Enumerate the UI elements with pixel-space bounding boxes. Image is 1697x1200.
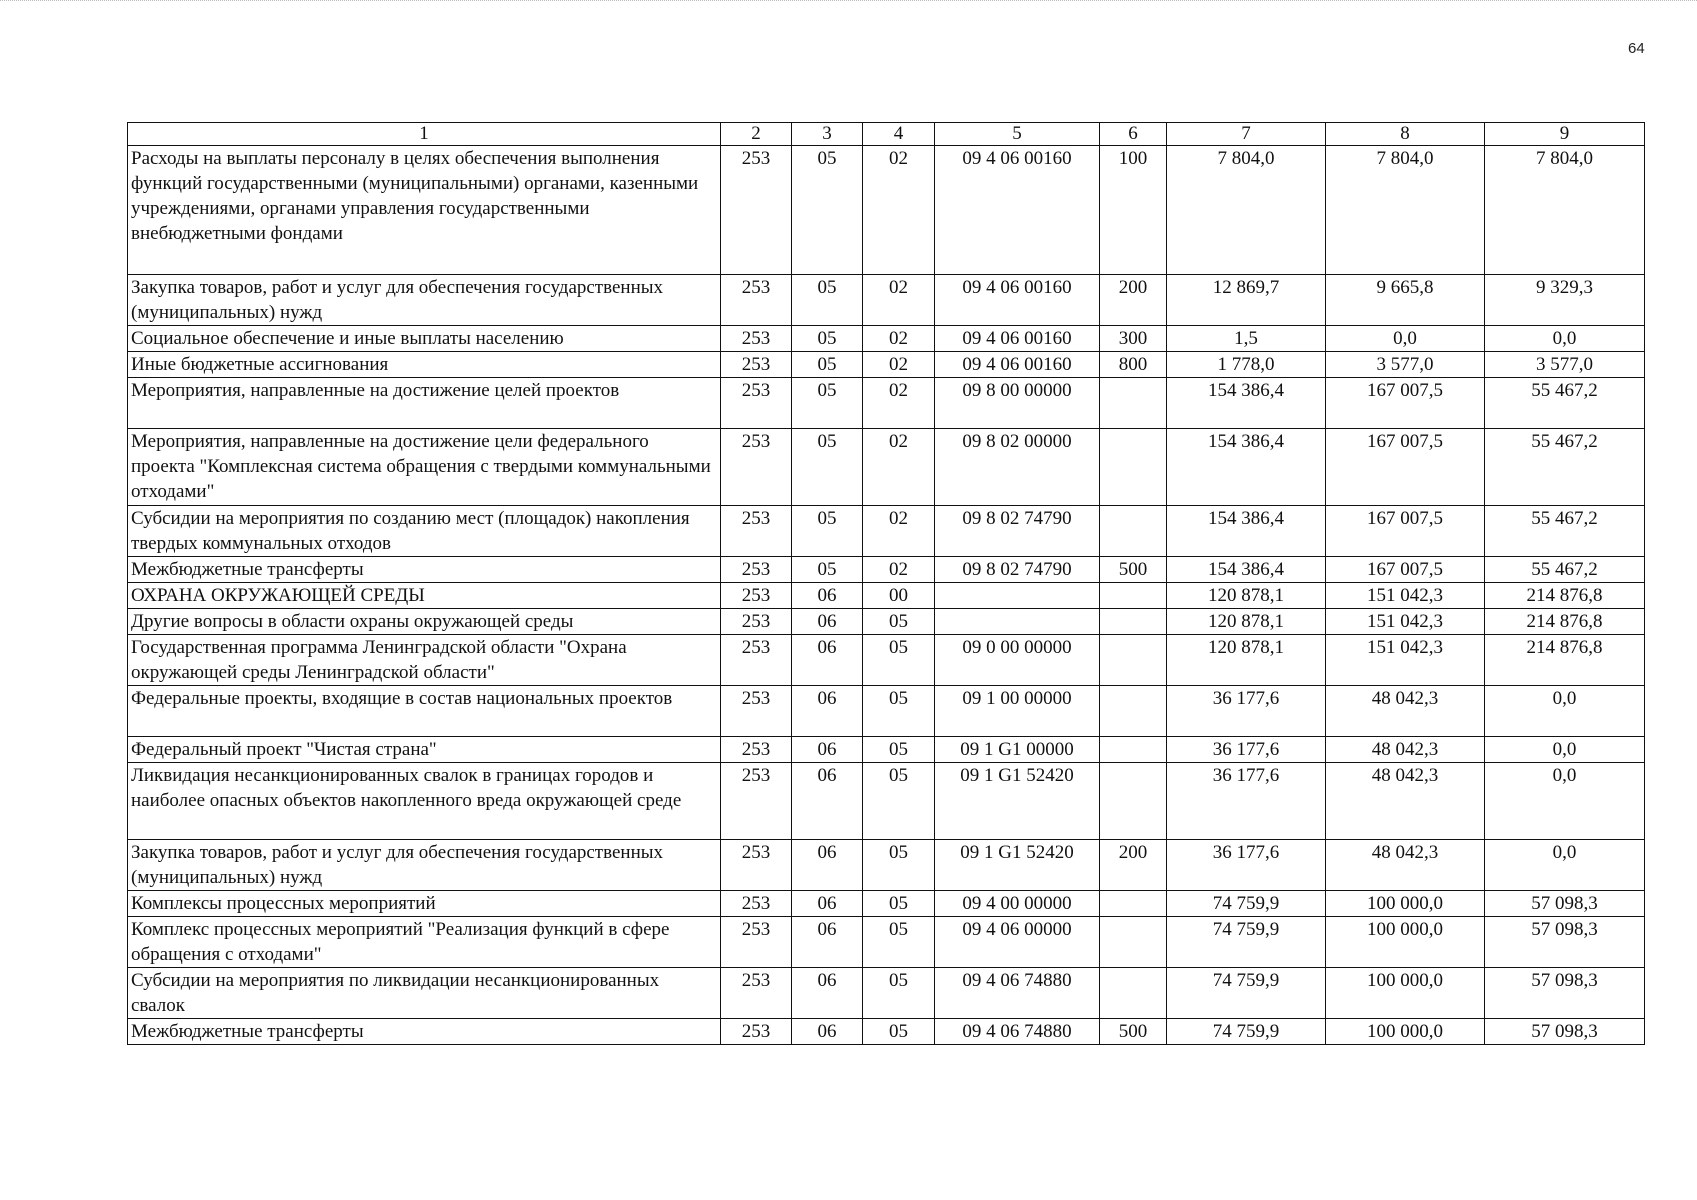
- cell-section: 06: [792, 1019, 863, 1045]
- cell-amount-col8: 151 042,3: [1326, 609, 1485, 635]
- cell-expense-type: [1100, 609, 1167, 635]
- cell-admin-code: 253: [721, 609, 792, 635]
- cell-amount-col9: 57 098,3: [1485, 917, 1645, 968]
- table-row: [128, 506, 1645, 557]
- cell-subsection: 05: [863, 917, 935, 968]
- cell-expense-type: 100: [1100, 146, 1167, 275]
- cell-admin-code: 253: [721, 583, 792, 609]
- cell-admin-code: 253: [721, 557, 792, 583]
- cell-amount-col8: 0,0: [1326, 326, 1485, 352]
- row-name: Другие вопросы в области охраны окружающей среды: [128, 609, 721, 635]
- cell-admin-code: 253: [721, 686, 792, 737]
- cell-amount-col9: 0,0: [1485, 737, 1645, 763]
- cell-amount-col7: 154 386,4: [1167, 506, 1326, 557]
- table-row: [128, 326, 1645, 352]
- row-name: Федеральный проект "Чистая страна": [128, 737, 721, 763]
- cell-amount-col9: 0,0: [1485, 326, 1645, 352]
- cell-amount-col8: 100 000,0: [1326, 917, 1485, 968]
- table-row: [128, 583, 1645, 609]
- cell-amount-col9: 55 467,2: [1485, 378, 1645, 429]
- cell-section: 05: [792, 378, 863, 429]
- cell-target-article: 09 4 06 74880: [935, 1019, 1100, 1045]
- cell-subsection: 05: [863, 609, 935, 635]
- cell-amount-col8: 48 042,3: [1326, 763, 1485, 840]
- cell-expense-type: [1100, 635, 1167, 686]
- cell-amount-col8: 7 804,0: [1326, 146, 1485, 275]
- cell-section: 06: [792, 609, 863, 635]
- row-name: Комплекс процессных мероприятий "Реализация функций в сфере обращения с отходами": [128, 917, 721, 968]
- cell-amount-col7: 12 869,7: [1167, 275, 1326, 326]
- cell-section: 06: [792, 635, 863, 686]
- cell-amount-col9: 55 467,2: [1485, 429, 1645, 506]
- row-name: Комплексы процессных мероприятий: [128, 891, 721, 917]
- cell-expense-type: 800: [1100, 352, 1167, 378]
- budget-table: [127, 122, 1645, 1045]
- cell-amount-col8: 3 577,0: [1326, 352, 1485, 378]
- cell-amount-col7: 74 759,9: [1167, 1019, 1326, 1045]
- header-col-2: 2: [721, 123, 792, 146]
- cell-amount-col8: 48 042,3: [1326, 737, 1485, 763]
- cell-amount-col8: 167 007,5: [1326, 557, 1485, 583]
- cell-amount-col9: 57 098,3: [1485, 968, 1645, 1019]
- cell-amount-col9: 9 329,3: [1485, 275, 1645, 326]
- table-row: [128, 146, 1645, 275]
- cell-section: 06: [792, 686, 863, 737]
- cell-subsection: 02: [863, 506, 935, 557]
- row-name: Закупка товаров, работ и услуг для обеспечения государственных (муниципальных) нужд: [128, 275, 721, 326]
- cell-amount-col7: 1,5: [1167, 326, 1326, 352]
- table-row: [128, 968, 1645, 1019]
- row-name: Межбюджетные трансферты: [128, 1019, 721, 1045]
- table-row: [128, 686, 1645, 737]
- cell-amount-col7: 36 177,6: [1167, 686, 1326, 737]
- cell-amount-col7: 120 878,1: [1167, 609, 1326, 635]
- cell-amount-col8: 48 042,3: [1326, 686, 1485, 737]
- cell-amount-col9: 57 098,3: [1485, 1019, 1645, 1045]
- cell-subsection: 02: [863, 557, 935, 583]
- cell-amount-col9: 7 804,0: [1485, 146, 1645, 275]
- cell-admin-code: 253: [721, 917, 792, 968]
- cell-admin-code: 253: [721, 429, 792, 506]
- table-row: [128, 1019, 1645, 1045]
- cell-target-article: 09 0 00 00000: [935, 635, 1100, 686]
- table-row: [128, 557, 1645, 583]
- cell-amount-col8: 9 665,8: [1326, 275, 1485, 326]
- cell-amount-col9: 0,0: [1485, 840, 1645, 891]
- cell-target-article: 09 8 00 00000: [935, 378, 1100, 429]
- cell-expense-type: [1100, 891, 1167, 917]
- cell-subsection: 05: [863, 635, 935, 686]
- cell-expense-type: [1100, 583, 1167, 609]
- cell-amount-col7: 7 804,0: [1167, 146, 1326, 275]
- cell-amount-col7: 74 759,9: [1167, 917, 1326, 968]
- cell-admin-code: 253: [721, 506, 792, 557]
- cell-amount-col7: 36 177,6: [1167, 763, 1326, 840]
- cell-subsection: 05: [863, 737, 935, 763]
- scan-top-edge: [0, 0, 1697, 4]
- table-row: [128, 275, 1645, 326]
- row-name: ОХРАНА ОКРУЖАЮЩЕЙ СРЕДЫ: [128, 583, 721, 609]
- cell-amount-col8: 100 000,0: [1326, 891, 1485, 917]
- cell-target-article: 09 1 G1 00000: [935, 737, 1100, 763]
- header-col-4: 4: [863, 123, 935, 146]
- cell-expense-type: 500: [1100, 557, 1167, 583]
- table-row: [128, 352, 1645, 378]
- row-name: Ликвидация несанкционированных свалок в границах городов и наиболее опасных объектов накопленного вреда окружающей среде: [128, 763, 721, 840]
- cell-expense-type: [1100, 429, 1167, 506]
- cell-admin-code: 253: [721, 968, 792, 1019]
- header-col-9: 9: [1485, 123, 1645, 146]
- cell-subsection: 02: [863, 352, 935, 378]
- cell-admin-code: 253: [721, 737, 792, 763]
- row-name: Государственная программа Ленинградской области "Охрана окружающей среды Ленинградской области": [128, 635, 721, 686]
- cell-amount-col8: 167 007,5: [1326, 506, 1485, 557]
- cell-amount-col7: 36 177,6: [1167, 840, 1326, 891]
- cell-amount-col7: 1 778,0: [1167, 352, 1326, 378]
- table-row: [128, 429, 1645, 506]
- cell-subsection: 02: [863, 146, 935, 275]
- header-col-5: 5: [935, 123, 1100, 146]
- row-name: Социальное обеспечение и иные выплаты населению: [128, 326, 721, 352]
- row-name: Закупка товаров, работ и услуг для обеспечения государственных (муниципальных) нужд: [128, 840, 721, 891]
- cell-admin-code: 253: [721, 146, 792, 275]
- cell-section: 05: [792, 146, 863, 275]
- cell-admin-code: 253: [721, 378, 792, 429]
- header-col-3: 3: [792, 123, 863, 146]
- cell-expense-type: [1100, 968, 1167, 1019]
- cell-target-article: 09 4 06 00160: [935, 146, 1100, 275]
- cell-expense-type: 500: [1100, 1019, 1167, 1045]
- cell-section: 06: [792, 737, 863, 763]
- cell-admin-code: 253: [721, 275, 792, 326]
- cell-target-article: 09 8 02 74790: [935, 506, 1100, 557]
- cell-target-article: 09 4 06 00160: [935, 326, 1100, 352]
- cell-section: 05: [792, 275, 863, 326]
- cell-target-article: 09 4 00 00000: [935, 891, 1100, 917]
- cell-amount-col8: 151 042,3: [1326, 583, 1485, 609]
- cell-target-article: 09 4 06 00160: [935, 275, 1100, 326]
- cell-subsection: 05: [863, 840, 935, 891]
- cell-amount-col8: 151 042,3: [1326, 635, 1485, 686]
- cell-section: 06: [792, 583, 863, 609]
- table-row: [128, 737, 1645, 763]
- cell-admin-code: 253: [721, 352, 792, 378]
- cell-amount-col8: 100 000,0: [1326, 968, 1485, 1019]
- cell-amount-col8: 100 000,0: [1326, 1019, 1485, 1045]
- cell-section: 05: [792, 557, 863, 583]
- cell-subsection: 05: [863, 891, 935, 917]
- table-row: [128, 891, 1645, 917]
- cell-section: 06: [792, 840, 863, 891]
- cell-target-article: [935, 609, 1100, 635]
- cell-amount-col7: 154 386,4: [1167, 378, 1326, 429]
- cell-amount-col9: 214 876,8: [1485, 609, 1645, 635]
- row-name: Мероприятия, направленные на достижение целей проектов: [128, 378, 721, 429]
- cell-amount-col9: 55 467,2: [1485, 506, 1645, 557]
- row-name: Федеральные проекты, входящие в состав национальных проектов: [128, 686, 721, 737]
- cell-amount-col8: 48 042,3: [1326, 840, 1485, 891]
- cell-expense-type: [1100, 686, 1167, 737]
- cell-amount-col8: 167 007,5: [1326, 378, 1485, 429]
- cell-amount-col7: 120 878,1: [1167, 635, 1326, 686]
- cell-section: 05: [792, 352, 863, 378]
- cell-amount-col7: 36 177,6: [1167, 737, 1326, 763]
- cell-expense-type: [1100, 917, 1167, 968]
- header-row: [128, 123, 1645, 146]
- cell-subsection: 05: [863, 686, 935, 737]
- table-row: [128, 763, 1645, 840]
- cell-target-article: 09 1 G1 52420: [935, 763, 1100, 840]
- cell-target-article: 09 4 06 74880: [935, 968, 1100, 1019]
- cell-subsection: 05: [863, 1019, 935, 1045]
- cell-expense-type: 200: [1100, 840, 1167, 891]
- row-name: Расходы на выплаты персоналу в целях обеспечения выполнения функций государственными (муниципальными) органами, казенными учреждениями, органами управления государственными внебюджетными фондами: [128, 146, 721, 275]
- cell-section: 05: [792, 429, 863, 506]
- cell-target-article: 09 4 06 00000: [935, 917, 1100, 968]
- cell-target-article: 09 1 G1 52420: [935, 840, 1100, 891]
- cell-section: 05: [792, 326, 863, 352]
- row-name: Межбюджетные трансферты: [128, 557, 721, 583]
- cell-expense-type: 200: [1100, 275, 1167, 326]
- cell-admin-code: 253: [721, 891, 792, 917]
- cell-amount-col9: 0,0: [1485, 763, 1645, 840]
- cell-subsection: 02: [863, 326, 935, 352]
- row-name: Мероприятия, направленные на достижение цели федерального проекта "Комплексная система обращения с твердыми коммунальными отходами": [128, 429, 721, 506]
- cell-amount-col9: 214 876,8: [1485, 583, 1645, 609]
- cell-target-article: 09 8 02 74790: [935, 557, 1100, 583]
- cell-target-article: 09 4 06 00160: [935, 352, 1100, 378]
- cell-expense-type: [1100, 506, 1167, 557]
- cell-section: 06: [792, 763, 863, 840]
- cell-admin-code: 253: [721, 840, 792, 891]
- cell-subsection: 05: [863, 763, 935, 840]
- cell-amount-col7: 74 759,9: [1167, 891, 1326, 917]
- cell-section: 06: [792, 891, 863, 917]
- row-name: Иные бюджетные ассигнования: [128, 352, 721, 378]
- cell-amount-col9: 0,0: [1485, 686, 1645, 737]
- cell-expense-type: [1100, 378, 1167, 429]
- cell-amount-col9: 55 467,2: [1485, 557, 1645, 583]
- cell-section: 06: [792, 968, 863, 1019]
- cell-amount-col7: 74 759,9: [1167, 968, 1326, 1019]
- cell-target-article: [935, 583, 1100, 609]
- row-name: Субсидии на мероприятия по ликвидации несанкционированных свалок: [128, 968, 721, 1019]
- cell-expense-type: 300: [1100, 326, 1167, 352]
- cell-target-article: 09 1 00 00000: [935, 686, 1100, 737]
- cell-subsection: 02: [863, 378, 935, 429]
- cell-amount-col7: 120 878,1: [1167, 583, 1326, 609]
- cell-amount-col7: 154 386,4: [1167, 557, 1326, 583]
- page-number: 64: [1628, 40, 1645, 57]
- header-col-8: 8: [1326, 123, 1485, 146]
- cell-subsection: 02: [863, 429, 935, 506]
- cell-admin-code: 253: [721, 326, 792, 352]
- cell-amount-col9: 57 098,3: [1485, 891, 1645, 917]
- cell-expense-type: [1100, 737, 1167, 763]
- cell-amount-col8: 167 007,5: [1326, 429, 1485, 506]
- cell-expense-type: [1100, 763, 1167, 840]
- table-row: [128, 917, 1645, 968]
- cell-section: 06: [792, 917, 863, 968]
- row-name: Субсидии на мероприятия по созданию мест (площадок) накопления твердых коммунальных отходов: [128, 506, 721, 557]
- header-col-1: 1: [128, 123, 721, 146]
- cell-target-article: 09 8 02 00000: [935, 429, 1100, 506]
- table-row: [128, 635, 1645, 686]
- table-row: [128, 378, 1645, 429]
- table-row: [128, 840, 1645, 891]
- cell-section: 05: [792, 506, 863, 557]
- header-col-7: 7: [1167, 123, 1326, 146]
- cell-admin-code: 253: [721, 1019, 792, 1045]
- cell-amount-col7: 154 386,4: [1167, 429, 1326, 506]
- table-row: [128, 609, 1645, 635]
- cell-subsection: 05: [863, 968, 935, 1019]
- header-col-6: 6: [1100, 123, 1167, 146]
- cell-subsection: 02: [863, 275, 935, 326]
- cell-admin-code: 253: [721, 635, 792, 686]
- cell-amount-col9: 214 876,8: [1485, 635, 1645, 686]
- cell-amount-col9: 3 577,0: [1485, 352, 1645, 378]
- cell-admin-code: 253: [721, 763, 792, 840]
- cell-subsection: 00: [863, 583, 935, 609]
